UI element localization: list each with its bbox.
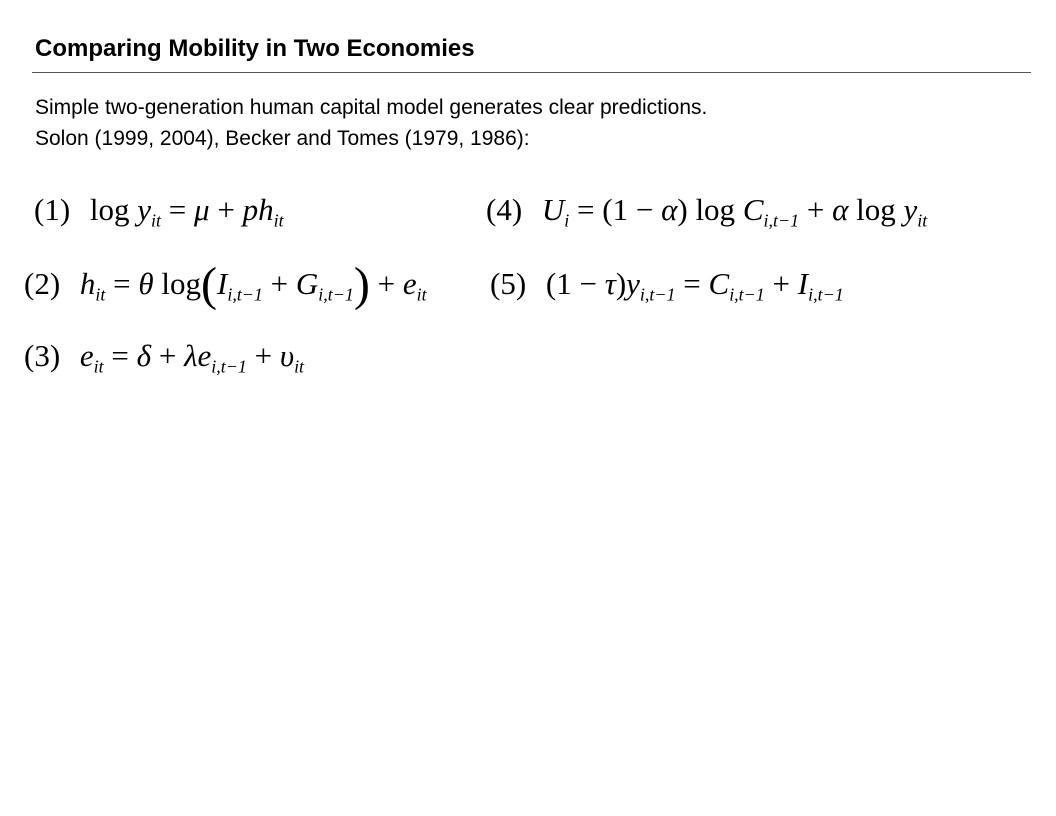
- slide-title: Comparing Mobility in Two Economies: [35, 35, 475, 62]
- equation-5: (5) $(1 - \tau)y_{i,t-1} = C_{i,t-1} + I_{i,t-1}$: [490, 266, 844, 305]
- equation-number: (4): [486, 192, 523, 227]
- intro-line: Simple two-generation human capital model generates clear predictions.: [35, 96, 708, 119]
- intro-line: Solon (1999, 2004), Becker and Tomes (1979, 1986):: [35, 127, 530, 150]
- equation-number: (3): [24, 338, 61, 373]
- title-divider: [32, 72, 1031, 73]
- equation-2: (2) $h_{it} = \theta$ $\log(I_{i,t-1} + G_{i,t-1}) + e_{it}$: [24, 257, 427, 311]
- intro-text: [35, 92, 707, 154]
- equation-number: (2): [24, 266, 61, 301]
- equation-number: (5): [490, 266, 527, 301]
- equation-4: (4) $U_i = (1 - \alpha)$ $\log C_{i,t-1} + \alpha$ $\log y_{it}$: [486, 192, 928, 231]
- equation-number: (1): [34, 192, 71, 227]
- equation-1: (1) $\log y_{it} = \mu + ph_{it}$: [34, 192, 284, 231]
- equation-3: (3) $e_{it} = \delta + \lambda e_{i,t-1} + \upsilon_{it}$: [24, 338, 305, 377]
